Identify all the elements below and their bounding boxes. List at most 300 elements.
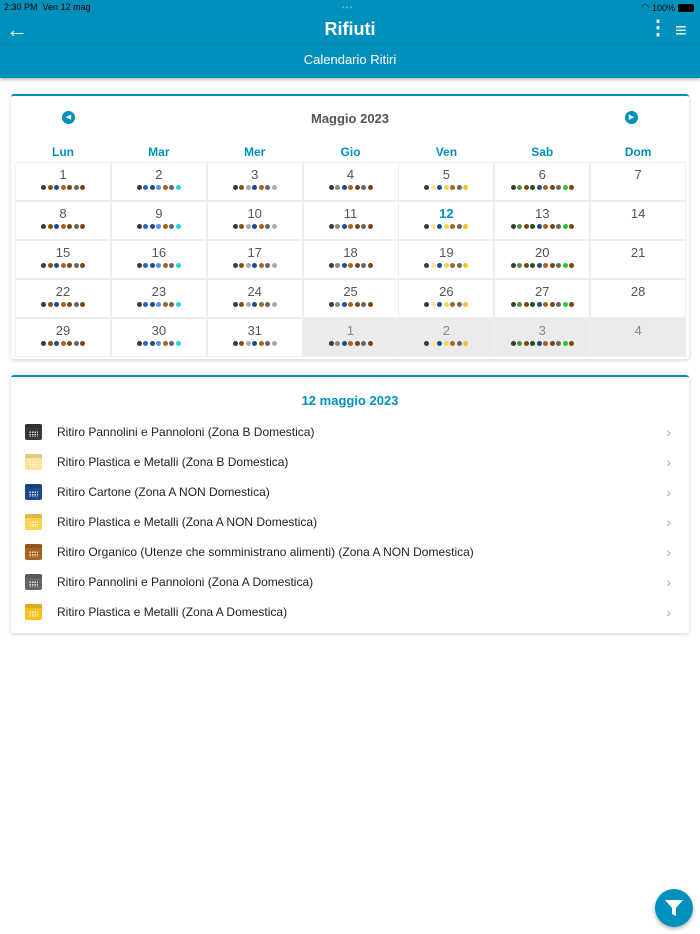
collection-dot bbox=[169, 302, 174, 307]
calendar-day[interactable] bbox=[15, 162, 111, 201]
collection-dot bbox=[543, 224, 548, 229]
collection-dot bbox=[431, 224, 436, 229]
calendar-day[interactable] bbox=[207, 279, 303, 318]
collection-dot bbox=[150, 185, 155, 190]
collection-dots bbox=[112, 224, 206, 229]
collection-dot bbox=[137, 263, 142, 268]
day-number: 9 bbox=[155, 206, 163, 221]
collection-dot bbox=[511, 263, 516, 268]
collection-dot bbox=[176, 185, 181, 190]
collection-dot bbox=[137, 341, 142, 346]
collection-dot bbox=[342, 224, 347, 229]
collection-dots bbox=[16, 341, 110, 346]
collection-dot bbox=[524, 224, 529, 229]
collection-dot bbox=[463, 341, 468, 346]
day-number: 2 bbox=[442, 323, 450, 338]
collection-dot bbox=[563, 185, 568, 190]
collection-dot bbox=[48, 302, 53, 307]
collection-dot bbox=[457, 224, 462, 229]
calendar-day[interactable] bbox=[590, 279, 686, 318]
day-number: 11 bbox=[343, 206, 358, 221]
calendar-day[interactable] bbox=[111, 318, 207, 357]
chevron-right-icon: › bbox=[666, 604, 671, 620]
calendar-card bbox=[11, 94, 689, 359]
day-number: 15 bbox=[55, 245, 71, 260]
collection-dot bbox=[444, 263, 449, 268]
collection-dot bbox=[163, 302, 168, 307]
back-arrow-icon[interactable]: ← bbox=[6, 17, 28, 42]
day-number: 23 bbox=[151, 284, 167, 299]
collection-dot bbox=[252, 224, 257, 229]
collection-dots bbox=[208, 185, 302, 190]
collection-dots bbox=[495, 263, 589, 268]
chevron-right-icon: › bbox=[666, 454, 671, 470]
collection-list-item[interactable] bbox=[11, 537, 689, 567]
calendar-day[interactable] bbox=[494, 318, 590, 357]
day-number: 1 bbox=[59, 167, 67, 182]
collection-dot bbox=[530, 341, 535, 346]
collection-dot bbox=[61, 302, 66, 307]
collection-dots bbox=[495, 302, 589, 307]
collection-dot bbox=[259, 341, 264, 346]
prev-month-button[interactable]: ◀ bbox=[62, 111, 75, 124]
collection-dot bbox=[348, 185, 353, 190]
collection-dot bbox=[563, 341, 568, 346]
collection-dot bbox=[41, 263, 46, 268]
collection-dot bbox=[431, 185, 436, 190]
collection-dots bbox=[399, 224, 493, 229]
collection-dot bbox=[530, 224, 535, 229]
collection-dot bbox=[80, 302, 85, 307]
selected-date-title: 12 maggio 2023 bbox=[301, 393, 399, 408]
collection-dot bbox=[246, 341, 251, 346]
collection-dot bbox=[143, 185, 148, 190]
collection-dot bbox=[342, 341, 347, 346]
collection-dot bbox=[233, 263, 238, 268]
collection-dots bbox=[399, 263, 493, 268]
collection-dot bbox=[424, 185, 429, 190]
month-title: Maggio 2023 bbox=[310, 111, 390, 126]
battery-icon bbox=[678, 4, 694, 12]
collection-dot bbox=[431, 341, 436, 346]
status-time bbox=[4, 2, 91, 12]
collection-dot bbox=[524, 263, 529, 268]
collection-dot bbox=[272, 263, 277, 268]
calendar-day[interactable] bbox=[303, 318, 399, 357]
weekday-label: Lun bbox=[52, 145, 74, 159]
collection-dot bbox=[252, 185, 257, 190]
collection-dot bbox=[335, 302, 340, 307]
collection-list-item[interactable] bbox=[11, 447, 689, 477]
collection-dot bbox=[80, 341, 85, 346]
collection-label: Ritiro Cartone (Zona A NON Domestica) bbox=[57, 485, 270, 499]
day-number: 12 bbox=[439, 206, 454, 221]
collection-dot bbox=[54, 302, 59, 307]
collection-dot bbox=[259, 224, 264, 229]
collection-dot bbox=[156, 185, 161, 190]
collection-dot bbox=[355, 263, 360, 268]
collection-dot bbox=[259, 185, 264, 190]
collection-dot bbox=[41, 185, 46, 190]
calendar-day[interactable] bbox=[15, 201, 111, 240]
collection-dot bbox=[48, 341, 53, 346]
collection-dot bbox=[368, 263, 373, 268]
collection-dot bbox=[463, 224, 468, 229]
weekday-label: Dom bbox=[624, 145, 652, 159]
calendar-icon bbox=[25, 574, 42, 590]
calendar-day[interactable] bbox=[590, 162, 686, 201]
day-number: 16 bbox=[151, 245, 167, 260]
day-details-card bbox=[11, 375, 689, 633]
collection-dot bbox=[150, 341, 155, 346]
calendar-day[interactable] bbox=[398, 279, 494, 318]
collection-dots bbox=[304, 302, 398, 307]
collection-dot bbox=[329, 302, 334, 307]
day-number: 10 bbox=[247, 206, 262, 221]
collection-dot bbox=[563, 302, 568, 307]
collection-label: Ritiro Plastica e Metalli (Zona A Domestica) bbox=[57, 605, 288, 619]
collection-dot bbox=[450, 185, 455, 190]
collection-dots bbox=[112, 341, 206, 346]
collection-dot bbox=[239, 263, 244, 268]
collection-dot bbox=[176, 263, 181, 268]
collection-dot bbox=[437, 224, 442, 229]
calendar-day[interactable] bbox=[111, 240, 207, 279]
collection-dot bbox=[537, 341, 542, 346]
collection-list-item[interactable] bbox=[11, 567, 689, 597]
calendar-day[interactable] bbox=[303, 240, 399, 279]
collection-dot bbox=[41, 224, 46, 229]
day-number: 27 bbox=[535, 284, 550, 299]
collection-dot bbox=[233, 224, 238, 229]
collection-dot bbox=[61, 263, 66, 268]
collection-dots bbox=[495, 185, 589, 190]
day-number: 13 bbox=[535, 206, 550, 221]
day-number: 8 bbox=[59, 206, 67, 221]
day-number: 4 bbox=[346, 167, 355, 182]
collection-dot bbox=[437, 263, 442, 268]
calendar-day[interactable] bbox=[398, 318, 494, 357]
calendar-day[interactable] bbox=[494, 162, 590, 201]
collection-dot bbox=[176, 302, 181, 307]
collection-dots bbox=[208, 263, 302, 268]
collection-dot bbox=[143, 263, 148, 268]
collection-dots bbox=[304, 341, 398, 346]
battery-percent: 100% bbox=[651, 2, 675, 13]
collection-dot bbox=[342, 263, 347, 268]
collection-dot bbox=[329, 185, 334, 190]
collection-dots bbox=[208, 341, 302, 346]
collection-dot bbox=[74, 341, 79, 346]
calendar-day[interactable] bbox=[207, 318, 303, 357]
collection-dot bbox=[61, 341, 66, 346]
collection-dot bbox=[530, 302, 535, 307]
collection-dot bbox=[67, 185, 72, 190]
calendar-day[interactable] bbox=[494, 240, 590, 279]
wifi-icon: ◠ bbox=[641, 2, 649, 12]
collection-dot bbox=[169, 224, 174, 229]
collection-dot bbox=[511, 185, 516, 190]
collection-dot bbox=[74, 185, 79, 190]
collection-dots bbox=[495, 341, 589, 346]
collection-dot bbox=[348, 224, 353, 229]
collection-dot bbox=[150, 263, 155, 268]
day-number: 22 bbox=[55, 284, 71, 299]
collection-dots bbox=[208, 224, 302, 229]
calendar-day[interactable] bbox=[590, 201, 686, 240]
calendar-day[interactable] bbox=[15, 279, 111, 318]
collection-dot bbox=[361, 263, 366, 268]
collection-dots bbox=[304, 185, 398, 190]
collection-dot bbox=[272, 341, 277, 346]
collection-dot bbox=[437, 185, 442, 190]
collection-dot bbox=[239, 224, 244, 229]
calendar-icon bbox=[25, 484, 42, 500]
chevron-right-icon: › bbox=[666, 484, 671, 500]
collection-dot bbox=[335, 224, 340, 229]
collection-dot bbox=[67, 263, 72, 268]
collection-dot bbox=[368, 341, 373, 346]
calendar-day[interactable] bbox=[207, 201, 303, 240]
calendar-day[interactable] bbox=[303, 162, 399, 201]
collection-dot bbox=[550, 341, 555, 346]
collection-dot bbox=[156, 302, 161, 307]
calendar-day[interactable] bbox=[15, 240, 111, 279]
collection-dot bbox=[368, 185, 373, 190]
collection-dot bbox=[537, 263, 542, 268]
collection-dot bbox=[67, 224, 72, 229]
calendar-day[interactable] bbox=[15, 318, 111, 357]
collection-dot bbox=[342, 302, 347, 307]
collection-dot bbox=[272, 185, 277, 190]
collection-dot bbox=[537, 224, 542, 229]
collection-dot bbox=[335, 263, 340, 268]
collection-dot bbox=[556, 224, 561, 229]
collection-dot bbox=[246, 302, 251, 307]
collection-dot bbox=[550, 302, 555, 307]
collection-dots bbox=[16, 224, 110, 229]
collection-dot bbox=[41, 341, 46, 346]
collection-dot bbox=[169, 185, 174, 190]
collection-dot bbox=[54, 185, 59, 190]
status-right bbox=[641, 2, 694, 13]
next-month-button[interactable]: ▶ bbox=[625, 111, 638, 124]
calendar-icon bbox=[25, 424, 42, 440]
day-number: 19 bbox=[439, 245, 454, 260]
collection-dot bbox=[569, 185, 574, 190]
collection-dot bbox=[361, 185, 366, 190]
day-number: 3 bbox=[251, 167, 259, 182]
day-number: 4 bbox=[634, 323, 642, 338]
collection-dot bbox=[137, 302, 142, 307]
day-number: 29 bbox=[55, 323, 71, 338]
collection-dot bbox=[233, 302, 238, 307]
calendar-day[interactable] bbox=[207, 240, 303, 279]
collection-dots bbox=[112, 263, 206, 268]
day-number: 21 bbox=[630, 245, 646, 260]
collection-dot bbox=[355, 302, 360, 307]
collection-dot bbox=[524, 341, 529, 346]
collection-dot bbox=[176, 341, 181, 346]
collection-dot bbox=[537, 185, 542, 190]
calendar-day[interactable] bbox=[111, 201, 207, 240]
collection-dot bbox=[355, 224, 360, 229]
calendar-day[interactable] bbox=[398, 201, 494, 240]
collection-dots bbox=[399, 341, 493, 346]
collection-dot bbox=[556, 341, 561, 346]
menu-icon[interactable]: ≡ bbox=[675, 20, 687, 42]
collection-dot bbox=[329, 341, 334, 346]
collection-dot bbox=[246, 224, 251, 229]
calendar-day[interactable] bbox=[398, 240, 494, 279]
collection-dot bbox=[348, 341, 353, 346]
collection-dot bbox=[335, 341, 340, 346]
collection-dot bbox=[265, 302, 270, 307]
collection-dot bbox=[556, 185, 561, 190]
collection-dot bbox=[569, 263, 574, 268]
header-divider bbox=[0, 44, 700, 45]
collection-dot bbox=[569, 341, 574, 346]
collection-label: Ritiro Organico (Utenze che somministrano alimenti) (Zona A NON Domestica) bbox=[57, 545, 474, 559]
collection-dot bbox=[233, 185, 238, 190]
collection-dots bbox=[112, 185, 206, 190]
collection-dot bbox=[61, 224, 66, 229]
calendar-day[interactable] bbox=[303, 201, 399, 240]
calendar-icon bbox=[25, 604, 42, 620]
collection-dot bbox=[272, 302, 277, 307]
collection-dot bbox=[348, 302, 353, 307]
chevron-right-icon: › bbox=[666, 544, 671, 560]
collection-dot bbox=[163, 341, 168, 346]
collection-dot bbox=[67, 341, 72, 346]
filter-button[interactable] bbox=[655, 889, 693, 927]
collection-dots bbox=[16, 263, 110, 268]
collection-dot bbox=[74, 263, 79, 268]
chevron-right-icon: › bbox=[666, 514, 671, 530]
collection-dot bbox=[530, 263, 535, 268]
collection-dot bbox=[80, 185, 85, 190]
collection-dot bbox=[368, 302, 373, 307]
collection-dot bbox=[156, 341, 161, 346]
collection-dot bbox=[457, 302, 462, 307]
collection-dot bbox=[252, 302, 257, 307]
day-number: 1 bbox=[346, 323, 355, 338]
collection-dot bbox=[265, 341, 270, 346]
collection-dot bbox=[54, 341, 59, 346]
collection-dot bbox=[543, 341, 548, 346]
collection-dot bbox=[41, 302, 46, 307]
collection-dot bbox=[569, 224, 574, 229]
weekday-label: Ven bbox=[435, 145, 458, 159]
collection-label: Ritiro Plastica e Metalli (Zona B Domestica) bbox=[57, 455, 289, 469]
section-subtitle: Calendario Ritiri bbox=[303, 52, 397, 67]
calendar-day[interactable] bbox=[590, 318, 686, 357]
collection-dot bbox=[48, 185, 53, 190]
collection-dot bbox=[563, 224, 568, 229]
calendar-day[interactable] bbox=[494, 201, 590, 240]
collection-dot bbox=[437, 341, 442, 346]
collection-dot bbox=[424, 224, 429, 229]
calendar-day[interactable] bbox=[303, 279, 399, 318]
collection-dot bbox=[355, 185, 360, 190]
collection-dot bbox=[450, 224, 455, 229]
collection-dot bbox=[335, 185, 340, 190]
collection-list-item[interactable] bbox=[11, 477, 689, 507]
chevron-right-icon: › bbox=[666, 574, 671, 590]
collection-dot bbox=[342, 185, 347, 190]
collection-dot bbox=[444, 341, 449, 346]
collection-dots bbox=[16, 185, 110, 190]
day-number: 25 bbox=[343, 284, 358, 299]
collection-dot bbox=[233, 341, 238, 346]
collection-dot bbox=[54, 224, 59, 229]
calendar-day[interactable] bbox=[398, 162, 494, 201]
day-number: 31 bbox=[247, 323, 262, 338]
collection-dot bbox=[246, 185, 251, 190]
collection-dots bbox=[304, 224, 398, 229]
collection-dot bbox=[457, 185, 462, 190]
collection-list-item[interactable] bbox=[11, 507, 689, 537]
collection-dot bbox=[524, 302, 529, 307]
collection-list-item[interactable] bbox=[11, 417, 689, 447]
collection-dot bbox=[431, 302, 436, 307]
collection-dot bbox=[457, 341, 462, 346]
multitask-dots: ••• bbox=[342, 3, 354, 12]
calendar-day[interactable] bbox=[111, 162, 207, 201]
collection-dot bbox=[550, 263, 555, 268]
collection-dot bbox=[239, 185, 244, 190]
chevron-right-icon: › bbox=[666, 424, 671, 440]
weekday-label: Sab bbox=[531, 145, 554, 159]
collection-label: Ritiro Plastica e Metalli (Zona A NON Domestica) bbox=[57, 515, 318, 529]
collection-dot bbox=[239, 302, 244, 307]
collection-dot bbox=[550, 224, 555, 229]
collection-dot bbox=[348, 263, 353, 268]
more-options-icon[interactable]: ⋮ bbox=[648, 17, 668, 39]
collection-dot bbox=[169, 341, 174, 346]
collection-dot bbox=[450, 302, 455, 307]
collection-dot bbox=[48, 263, 53, 268]
collection-dot bbox=[437, 302, 442, 307]
status-date: Ven 12 mag bbox=[42, 2, 91, 12]
calendar-day[interactable] bbox=[111, 279, 207, 318]
calendar-day[interactable] bbox=[590, 240, 686, 279]
collection-dot bbox=[444, 302, 449, 307]
day-number: 26 bbox=[439, 284, 454, 299]
collection-dot bbox=[143, 224, 148, 229]
collection-dot bbox=[361, 302, 366, 307]
collection-dot bbox=[265, 224, 270, 229]
collection-dot bbox=[450, 263, 455, 268]
day-number: 14 bbox=[630, 206, 646, 221]
collection-dot bbox=[463, 263, 468, 268]
collection-dot bbox=[137, 224, 142, 229]
collection-label: Ritiro Pannolini e Pannoloni (Zona A Domestica) bbox=[57, 575, 314, 589]
day-number: 28 bbox=[630, 284, 646, 299]
collection-dots bbox=[208, 302, 302, 307]
calendar-day[interactable] bbox=[207, 162, 303, 201]
collection-dots bbox=[399, 185, 493, 190]
collection-dot bbox=[543, 185, 548, 190]
collection-dot bbox=[463, 185, 468, 190]
collection-dot bbox=[550, 185, 555, 190]
day-number: 7 bbox=[634, 167, 642, 182]
collection-dots bbox=[16, 302, 110, 307]
collection-list-item[interactable] bbox=[11, 597, 689, 627]
calendar-day[interactable] bbox=[494, 279, 590, 318]
collection-label: Ritiro Pannolini e Pannoloni (Zona B Domestica) bbox=[57, 425, 315, 439]
collection-dot bbox=[259, 263, 264, 268]
